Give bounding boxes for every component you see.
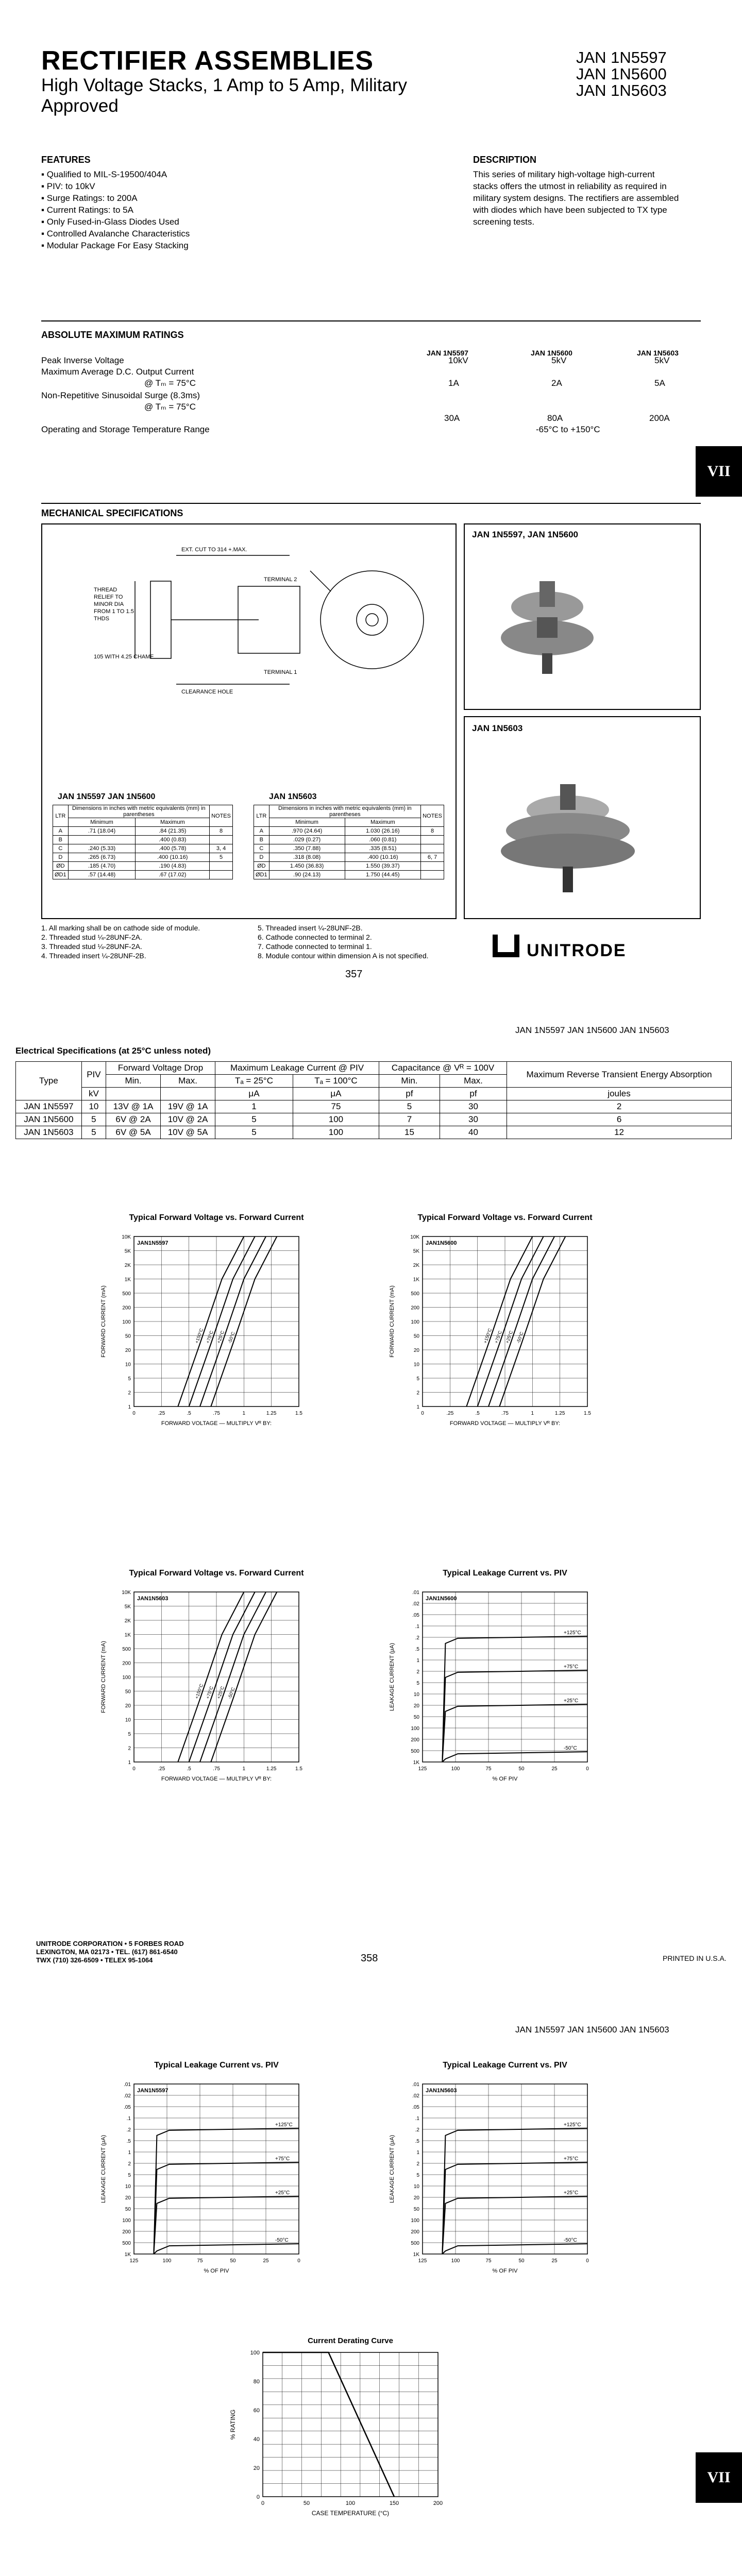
x-tick-label: 100 [451,1766,460,1772]
series-label: +75°C [205,1685,214,1700]
x-tick-label: 1.25 [266,1766,277,1772]
feature-item: ▪ Modular Package For Easy Stacking [41,240,299,251]
note: 3. Threaded stud ¼-28UNF-2A. [41,942,142,951]
page-number: 357 [345,969,363,980]
y-tick-label: 20 [413,1703,419,1709]
features-list [41,168,299,251]
series-label: +125°C [564,1630,581,1636]
y-tick-label: 200 [122,1660,131,1667]
series-line [442,1752,587,1762]
y-tick-label: 1 [416,1658,419,1664]
y-tick-label: 2K [124,1618,131,1624]
chart-svg [386,1566,654,1808]
series-label: +150°C [482,1327,493,1344]
y-tick-label: .2 [126,2127,131,2133]
x-tick-label: 150 [389,2500,399,2506]
x-tick-label: 1.5 [295,1766,302,1772]
notes-left [41,923,258,960]
y-tick-label: .1 [415,1624,419,1630]
x-axis-label: CASE TEMPERATURE (°C) [311,2510,390,2517]
chart-svg [386,2058,654,2300]
y-tick-label: 2K [413,1263,419,1268]
divider [41,503,701,504]
y-tick-label: .1 [126,2116,131,2122]
part-numbers [576,49,667,99]
drawing-label: EXT. CUT TO 314 +.MAX. [181,547,247,553]
x-tick-label: 1.5 [584,1411,591,1416]
chart-device-label: JAN1N5597 [137,2088,168,2094]
amr-value: 1A [448,378,459,388]
notes-right [258,923,464,960]
x-tick-label: 0 [297,2258,300,2264]
y-tick-label: .02 [412,1601,419,1607]
x-tick-label: .5 [475,1411,480,1416]
y-tick-label: 200 [411,1737,419,1743]
y-tick-label: 2 [128,1745,131,1752]
y-axis-label: FORWARD CURRENT (mA) [389,1285,395,1358]
series-label: +150°C [194,1327,205,1344]
x-tick-label: .25 [158,1766,165,1772]
note: 6. Cathode connected to terminal 2. [258,933,372,941]
y-tick-label: 100 [250,2350,260,2356]
outline-drawing [42,530,456,720]
x-tick-label: .75 [501,1411,509,1416]
amr-label: Maximum Average D.C. Output Current [41,367,194,377]
x-tick-label: 50 [303,2500,310,2506]
forward-voltage-chart [386,1211,654,1453]
x-tick-label: 1 [531,1411,534,1416]
divider [41,320,701,321]
amr-value: 5kV [654,355,670,365]
forward-voltage-chart [98,1566,366,1808]
x-tick-label: .25 [446,1411,454,1416]
x-tick-label: .75 [213,1766,220,1772]
series-label: +125°C [564,2122,581,2128]
series-line [154,2244,299,2254]
y-tick-label: 50 [413,1333,419,1340]
y-axis-label: LEAKAGE CURRENT (μA) [389,1642,395,1711]
amr-col: JAN 1N5603 [637,349,679,357]
amr-value: 5A [654,378,665,388]
y-tick-label: .02 [412,2093,419,2099]
y-tick-label: 5 [416,1681,419,1686]
photo-box-1 [464,523,701,710]
forward-voltage-chart [98,1211,366,1453]
page-subtitle: High Voltage Stacks, 1 Amp to 5 Amp, Military Approved [41,75,408,116]
table-title: JAN 1N5597 JAN 1N5600 [58,792,156,801]
amr-value: 2A [551,378,562,388]
amr-value: 5kV [551,355,567,365]
x-axis-label: FORWARD VOLTAGE — MULTIPLY Vᴿ BY: [161,1420,272,1427]
amr-sub: @ Tₘ = 75°C [144,378,196,388]
features-heading: FEATURES [41,155,91,165]
x-tick-label: 100 [451,2258,460,2264]
series-label: +75°C [275,2156,290,2162]
x-tick-label: 125 [418,2258,427,2264]
y-tick-label: 200 [411,1305,419,1311]
series-label: +25°C [216,1330,226,1344]
y-tick-label: 10K [410,1234,419,1240]
x-axis-label: % OF PIV [492,1776,518,1782]
y-tick-label: 2 [416,1390,419,1396]
y-tick-label: 500 [411,1291,419,1297]
y-tick-label: 20 [125,1703,131,1709]
y-tick-label: 100 [122,1675,131,1681]
amr-sub: @ Tₘ = 75°C [144,402,196,412]
note: 1. All marking shall be on cathode side of module. [41,924,200,932]
y-tick-label: 2 [128,1390,131,1396]
note: 8. Module contour within dimension A is not specified. [258,952,429,960]
y-tick-label: .5 [415,2139,419,2144]
series-label: +125°C [275,2122,293,2128]
photo-box-2 [464,716,701,919]
series-label: +25°C [564,2190,579,2196]
x-axis-label: % OF PIV [492,2268,518,2274]
footer-address: UNITRODE CORPORATION • 5 FORBES ROAD LEXINGTON, MA 02173 • TEL. (617) 861-6540 TWX (710) 326-6509 • TELEX 95-1064 [36,1940,184,1964]
unitrode-logo-icon [492,931,520,960]
x-tick-label: 50 [518,1766,525,1772]
amr-label: Non-Repetitive Sinusoidal Surge (8.3ms) [41,391,200,400]
y-tick-label: 200 [122,2229,131,2235]
y-tick-label: 10 [413,1692,419,1698]
photo-caption: JAN 1N5603 [472,723,523,733]
part-number: JAN 1N5603 [576,81,667,99]
y-tick-label: 50 [125,2207,131,2212]
y-tick-label: 200 [122,1305,131,1311]
series-label: +75°C [205,1330,214,1344]
part-number: JAN 1N5600 [576,65,667,83]
drawing-label: FROM 1 TO 1.5 [94,608,134,615]
mechanical-drawing-box [41,523,457,919]
x-tick-label: 100 [162,2258,172,2264]
series-label: -50°C [227,1686,236,1700]
x-tick-label: .75 [213,1411,220,1416]
x-tick-label: 0 [586,1766,589,1772]
series-label: -50°C [227,1331,236,1344]
y-tick-label: .05 [412,2105,419,2110]
x-tick-label: 1 [242,1411,246,1416]
dimension-table-1: LTR Dimensions in inches with metric equivalents (mm) in parentheses NOTES Minimum Maximum A .71 (18.04) .84 (21.35) 8 B .400 (0.83) C .240 (5.33) .400 (5.78) 3, 4 D .265 (6.73) .400 (10.16) 5 ØD .185 (4.70) .190 (4.83) ØD1 .57 (14.48) .67 (17.02) [53,805,233,879]
electrical-spec-table: Type PIV Forward Voltage Drop Maximum Leakage Current @ PIV Capacitance @ Vᴿ = 100V Maximum Reverse Transient Energy Absorption Min. Max. Tₐ = 25°C Tₐ = 100°C Min. Max. kV μA μA pf pf joules JAN 1N5597 10 13V @ 1A 19V @ 1A 1 75 5 30 2 JAN 1N5600 5 6V @ 2A 10V @ 2A 5 100 7 30 6 JAN 1N5603 5 6V @ 5A 10V @ 5A 5 100 15 40 12 [15,1061,732,1139]
elec-spec-heading: Electrical Specifications (at 25°C unless noted) [15,1046,211,1056]
series-label: +25°C [216,1685,226,1700]
y-tick-label: .01 [124,2082,131,2088]
y-tick-label: 0 [256,2494,260,2500]
drawing-label: TERMINAL 1 [264,669,297,675]
amr-value: 30A [444,413,460,423]
y-tick-label: 1 [128,2150,131,2156]
series-label: -50°C [564,1745,577,1752]
y-tick-label: 40 [253,2436,260,2443]
rectifier-module-photo [465,550,700,705]
x-tick-label: 1.25 [554,1411,565,1416]
x-axis-label: FORWARD VOLTAGE — MULTIPLY Vᴿ BY: [449,1420,561,1427]
y-tick-label: 2 [416,2161,419,2167]
y-tick-label: .01 [412,2082,419,2088]
y-tick-label: 60 [253,2408,260,2414]
y-tick-label: 80 [253,2379,260,2385]
y-tick-label: .05 [412,1613,419,1618]
table-title: JAN 1N5603 [269,792,317,801]
x-tick-label: 0 [586,2258,589,2264]
y-tick-label: 500 [411,1749,419,1754]
y-tick-label: 500 [122,2241,131,2246]
y-tick-label: 20 [125,2195,131,2201]
features-section [41,155,299,251]
y-axis-label: % RATING [229,2409,237,2440]
chart-title: Current Derating Curve [308,2336,393,2345]
y-tick-label: 2 [416,1669,419,1675]
description-section [473,155,679,228]
y-tick-label: 5 [416,2173,419,2178]
feature-item: ▪ Surge Ratings: to 200A [41,192,299,204]
series-label: -50°C [275,2238,289,2244]
leakage-current-chart [386,2058,654,2300]
drawing-label: TERMINAL 2 [264,577,297,583]
chart-device-label: JAN1N5597 [137,1240,168,1246]
chart-title: Typical Forward Voltage vs. Forward Current [129,1213,304,1222]
x-axis-label: % OF PIV [204,2268,229,2274]
series-label: +75°C [564,2156,579,2162]
drawing-label: THREAD [94,587,117,593]
chart-device-label: JAN1N5600 [426,1596,457,1602]
chart-svg [98,2058,366,2300]
section-tab: VII [696,446,742,497]
x-tick-label: 1.5 [295,1411,302,1416]
y-tick-label: 5 [416,1376,419,1382]
y-tick-label: .01 [412,1590,419,1596]
feature-item: ▪ Qualified to MIL-S-19500/404A [41,168,299,180]
y-tick-label: 10K [122,1234,131,1240]
series-label: +150°C [194,1683,205,1700]
chart-svg [227,2334,464,2530]
page-title: RECTIFIER ASSEMBLIES [41,46,374,76]
y-tick-label: 1K [413,2252,419,2258]
photo-caption: JAN 1N5597, JAN 1N5600 [472,530,579,539]
page-number: 358 [361,1953,378,1964]
x-tick-label: 0 [132,1766,136,1772]
series-line [442,2244,587,2254]
y-tick-label: 1 [416,1404,419,1410]
unitrode-logo-text: UNITRODE [527,941,627,960]
leakage-current-chart [386,1566,654,1808]
y-tick-label: 10K [122,1590,131,1596]
chart-title: Typical Forward Voltage vs. Forward Current [129,1569,304,1578]
note: 4. Threaded insert ¼-28UNF-2B. [41,952,146,960]
x-tick-label: 0 [421,1411,424,1416]
x-tick-label: 75 [197,2258,203,2264]
amr-col: JAN 1N5600 [531,349,572,357]
x-tick-label: .5 [187,1766,191,1772]
feature-item: ▪ Controlled Avalanche Characteristics [41,228,299,240]
y-tick-label: 500 [411,2241,419,2246]
y-tick-label: 5 [128,1376,131,1382]
x-tick-label: .25 [158,1411,165,1416]
plot-area [263,2352,438,2497]
y-tick-label: .5 [415,1647,419,1652]
note: 7. Cathode connected to terminal 1. [258,942,372,951]
y-tick-label: 10 [413,1362,419,1368]
rectifier-module-photo [465,743,700,908]
y-tick-label: 100 [411,2218,419,2224]
description-heading: DESCRIPTION [473,155,537,165]
y-tick-label: 10 [125,1362,131,1368]
x-tick-label: 0 [261,2500,265,2506]
y-tick-label: 1K [413,1277,419,1283]
x-tick-label: 75 [485,1766,492,1772]
y-tick-label: 20 [413,2195,419,2201]
amr-heading: ABSOLUTE MAXIMUM RATINGS [41,330,184,340]
series-label: +25°C [504,1330,514,1344]
x-tick-label: 125 [129,2258,139,2264]
x-tick-label: 100 [345,2500,356,2506]
x-tick-label: 25 [551,2258,558,2264]
x-tick-label: .5 [187,1411,191,1416]
series-label: +25°C [564,1698,579,1704]
x-tick-label: 75 [485,2258,492,2264]
y-tick-label: 5K [413,1248,419,1255]
chart-device-label: JAN1N5603 [137,1596,168,1602]
leakage-current-chart [98,2058,366,2300]
y-tick-label: 200 [411,2229,419,2235]
y-tick-label: 1K [124,2252,131,2258]
derating-chart [227,2334,464,2530]
y-tick-label: 20 [413,1348,419,1353]
amr-col: JAN 1N5597 [427,349,468,357]
x-tick-label: 200 [433,2500,443,2506]
y-tick-label: .2 [415,2127,419,2133]
y-tick-label: 500 [122,1647,131,1652]
y-tick-label: 100 [122,2218,131,2224]
chart-title: Typical Leakage Current vs. PIV [443,1569,567,1578]
y-tick-label: 5 [128,2173,131,2178]
x-tick-label: 0 [132,1411,136,1416]
series-label: -50°C [564,2238,577,2244]
x-tick-label: 25 [551,1766,558,1772]
y-tick-label: 2 [128,2161,131,2167]
drawing-label: MINOR DIA [94,601,124,607]
y-tick-label: 50 [413,1715,419,1720]
y-tick-label: 20 [253,2465,260,2471]
y-tick-label: .5 [126,2139,131,2144]
part-number: JAN 1N5597 [576,48,667,66]
chart-svg [386,1211,654,1453]
dimension-table-2: LTR Dimensions in inches with metric equivalents (mm) in parentheses NOTES Minimum Maximum A .970 (24.64) 1.030 (26.16) 8 B .029 (0.27) .060 (0.81) C .350 (7.88) .335 (8.51) D .318 (8.08) .400 (10.16) 6, 7 ØD 1.450 (36.83) 1.550 (39.37) ØD1 .90 (24.13) 1.750 (44.45) [254,805,444,879]
y-tick-label: .1 [415,2116,419,2122]
note: 5. Threaded insert ¼-28UNF-2B. [258,924,363,932]
y-tick-label: 500 [122,1291,131,1297]
amr-label: Operating and Storage Temperature Range [41,425,210,434]
y-tick-label: .2 [415,1635,419,1641]
chart-title: Typical Forward Voltage vs. Forward Current [417,1213,593,1222]
y-tick-label: .05 [124,2105,131,2110]
x-tick-label: 50 [518,2258,525,2264]
y-tick-label: 50 [413,2207,419,2212]
feature-item: ▪ PIV: to 10kV [41,180,299,192]
x-tick-label: 25 [263,2258,269,2264]
amr-value: 10kV [448,355,468,365]
y-axis-label: FORWARD CURRENT (mA) [100,1641,107,1713]
y-tick-label: 10 [413,2184,419,2190]
series-line [263,2352,394,2497]
y-tick-label: .02 [124,2093,131,2099]
y-tick-label: 100 [411,1319,419,1325]
chart-device-label: JAN1N5600 [426,1240,457,1246]
drawing-label: RELIEF TO [94,594,123,600]
printed-note: PRINTED IN U.S.A. [663,1954,727,1962]
y-tick-label: 5K [124,1248,131,1255]
y-tick-label: 5 [128,1732,131,1737]
y-axis-label: LEAKAGE CURRENT (μA) [389,2134,395,2204]
feature-item: ▪ Current Ratings: to 5A [41,204,299,216]
amr-value: 200A [649,413,670,423]
y-tick-label: 100 [411,1726,419,1732]
feature-item: ▪ Only Fused-in-Glass Diodes Used [41,216,299,228]
series-label: +25°C [275,2190,290,2196]
description-text: This series of military high-voltage high-current stacks offers the utmost in reliability as required in military system designs. The rectifiers are assembled with diodes which have been subjected to TX type screening tests. [473,170,679,227]
y-tick-label: 2K [124,1263,131,1268]
chart-device-label: JAN1N5603 [426,2088,457,2094]
x-tick-label: 125 [418,1766,427,1772]
x-axis-label: FORWARD VOLTAGE — MULTIPLY Vᴿ BY: [161,1776,272,1782]
mech-heading: MECHANICAL SPECIFICATIONS [41,508,183,518]
y-tick-label: 1 [128,1404,131,1410]
chart-title: Typical Leakage Current vs. PIV [154,2061,279,2070]
x-tick-label: 50 [230,2258,236,2264]
part-numbers: JAN 1N5597 JAN 1N5600 JAN 1N5603 [515,1025,669,1035]
y-tick-label: 5K [124,1604,131,1610]
y-tick-label: 1K [413,1760,419,1766]
series-label: +75°C [564,1664,579,1670]
drawing-label: 105 WITH 4.25 CHAMF [94,654,154,660]
amr-label: Peak Inverse Voltage [41,355,124,365]
y-tick-label: 100 [122,1319,131,1325]
y-tick-label: 50 [125,1689,131,1695]
note: 2. Threaded stud ¼-28UNF-2A. [41,933,142,941]
y-tick-label: 10 [125,1717,131,1723]
y-tick-label: 1 [128,1760,131,1766]
section-tab: VII [696,2452,742,2503]
y-tick-label: 50 [125,1333,131,1340]
series-label: +75°C [493,1330,503,1344]
amr-value: -65°C to +150°C [536,425,600,434]
x-tick-label: 1 [242,1766,246,1772]
series-label: -50°C [515,1331,525,1344]
x-tick-label: 1.25 [266,1411,277,1416]
y-tick-label: 1K [124,1632,131,1638]
chart-svg [98,1566,366,1808]
y-tick-label: 1K [124,1277,131,1283]
chart-title: Typical Leakage Current vs. PIV [443,2061,567,2070]
chart-svg [98,1211,366,1453]
part-numbers: JAN 1N5597 JAN 1N5600 JAN 1N5603 [515,2025,669,2035]
y-axis-label: LEAKAGE CURRENT (μA) [100,2134,107,2204]
amr-value: 80A [547,413,563,423]
y-tick-label: 10 [125,2184,131,2190]
drawing-label: THDS [94,616,109,622]
y-axis-label: FORWARD CURRENT (mA) [100,1285,107,1358]
y-tick-label: 1 [416,2150,419,2156]
y-tick-label: 20 [125,1348,131,1353]
drawing-label: CLEARANCE HOLE [181,689,233,695]
